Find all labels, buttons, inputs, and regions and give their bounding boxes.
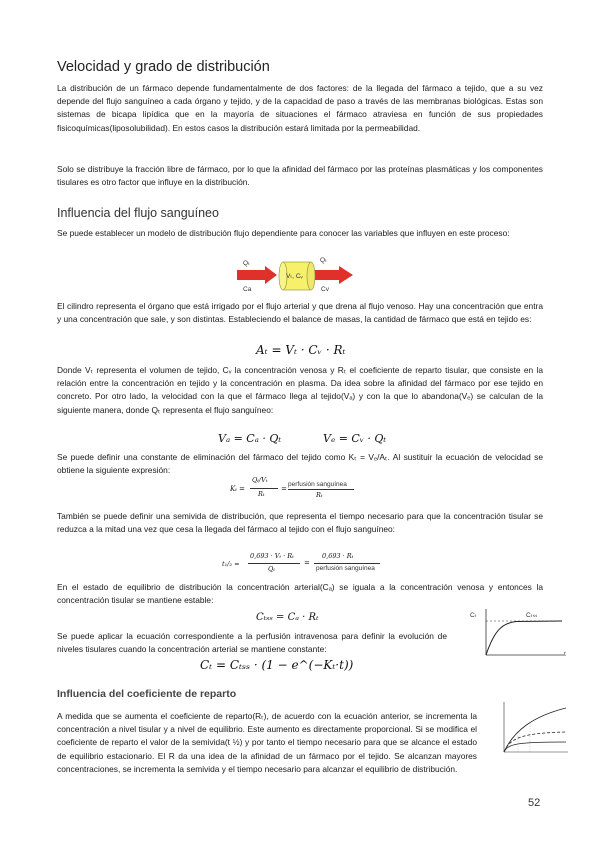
page-title: Velocidad y grado de distribución [57,59,270,75]
eq3-frac2-den: Rₜ [316,491,323,499]
eq3-lhs: Kₜ = [230,485,246,493]
paragraph-flow-model: Se puede establecer un modelo de distribución flujo dependiente para conocer las variables que influyen en este proceso: [57,228,510,238]
paragraph-equilibrium: En el estado de equilibrio de distribución la concentración arterial(Cₐ) se iguala a la concentración venosa y entonces la concentración tisular se mantiene estable: [57,582,543,606]
eq4-frac1-den: Qₜ [268,565,275,573]
tissue-concentration-curve [468,607,570,665]
paragraph-elimination-constant: Se puede definir una constante de eliminación del fármaco del tejido como Kₜ = Vₑ/Aₜ. Al sustituir la ecuación de velocidad se obtiene la siguiente expresión: [57,452,543,476]
graph1-ylabel: Cₜ [470,612,477,619]
equation-exit-rate: Vₑ = Cᵥ · Qₜ [323,432,387,445]
section-heading-partition: Influencia del coeficiente de reparto [57,688,237,700]
equation-tissue-concentration: Cₜ = Cₜₛₛ · (1 − e^(−Kₜ·t)) [200,658,354,672]
paragraph-distribution-factors: La distribución de un fármaco depende fundamentalmente de dos factores: de la llegada del fármaco a tejido, que a su vez depende del flujo sanguíneo a cada órgano y tejido, y de la capacidad de paso a través de las membranas biológicas. Estas son sistemas de bicapa lipídica que en la mayoría de situaciones el fármaco atraviesa en función de sus propiedades fisicoquímicas(liposolubilidad). En estos casos la distribución estará limitada por la permeabilidad. [57,83,543,133]
graph1-curve-label: Cₜₛₛ [526,612,538,619]
eq4-frac2-num: 0,693 · Rₜ [322,552,354,560]
diagram-q-out: Qₜ [320,257,327,264]
diagram-c-in: Ca [243,286,252,293]
paragraph-cylinder: El cilindro representa el órgano que está irrigado por el flujo arterial y que drena al flujo venoso. Hay una concentración que entra y una concentración que sale, y son distintas. Estableciendo el balance de masas, la cantidad de fármaco que está en tejido es: [57,301,543,325]
partition-coefficient-graph [490,700,572,764]
eq3-frac2-num: perfusión sanguínea [288,481,347,488]
equation-tissue-steady-state: Cₜₛₛ = Cₐ · Rₜ [256,612,319,623]
equation-half-life: t₁/₂ = 0,693 · Vₜ · Rₜ Qₜ = 0,693 · Rₜ perfusión sanguínea [222,552,392,580]
graph1-xlabel: t [564,651,566,658]
diagram-q-in: Qₜ [243,260,250,267]
paragraph-variables: Donde Vₜ representa el volumen de tejido, Cᵥ la concentración venosa y Rₜ el coeficiente de reparto tisular, que consiste en la relación entre la concentración en tejido y la concentración en plasma. Da idea sobre la afinidad del fármaco por ese tejido en concreto. Por otro lado, la velocidad con la que el fármaco llega al tejido(Vₐ) y con la que lo abandona(Vₑ) se calculan de la siguiente manera, donde Qₜ representa el flujo sanguíneo: [57,365,543,415]
eq4-lhs: t₁/₂ = [222,560,240,568]
equation-arrival-rate: Vₐ = Cₐ · Qₜ [218,432,282,445]
eq3-frac1-num: Qₜ/Vₜ [252,476,268,484]
tissue-concentration-graph [468,607,570,665]
diagram-center-label: Vₜ, Cᵥ [286,273,303,280]
cylinder-diagram [235,256,375,298]
flow-model-diagram [235,256,375,298]
paragraph-free-fraction: Solo se distribuye la fracción libre de fármaco, por lo que la afinidad del fármaco por las proteínas plasmáticas y los componentes tisulares es otro factor que influye en la distribución. [57,164,543,188]
eq4-frac1-num: 0,693 · Vₜ · Rₜ [250,552,294,560]
section-heading-blood-flow: Influencia del flujo sanguíneo [57,206,219,220]
page-number: 52 [528,797,541,809]
diagram-c-out: Cv [321,286,329,293]
paragraph-partition-coefficient: A medida que se aumenta el coeficiente de reparto(Rₜ), de acuerdo con la ecuación anterior, se incrementa la concentración a nivel tisular y a nivel de equilibrio. Este aumento es directamente proporcional. Si se modifica el coeficiente de reparto el valor de la semivida(t ½) y por tanto el tiempo necesario para que se alcance el estado de equilibrio estacionario. El R da una idea de la afinidad de un fármaco por el tejido. Se alcanzan mayores concentraciones, se incrementa la semivida y el tiempo necesario para alcanzar el equilibrio de distribución. [57,711,477,774]
eq4-frac2-den: perfusión sanguínea [316,565,375,572]
eq3-frac1-den: Rₜ [258,490,265,498]
paragraph-iv-perfusion: Se puede aplicar la ecuación correspondiente a la perfusión intravenosa para definir la evolución de niveles tisulares cuando la concentración arterial se mantiene constante: [57,631,447,655]
equation-elimination-constant: Kₜ = Qₜ/Vₜ Rₜ = perfusión sanguínea Rₜ [230,476,370,506]
equation-tissue-amount: Aₜ = Vₜ · Cᵥ · Rₜ [256,343,346,357]
paragraph-half-life: También se puede definir una semivida de distribución, que representa el tiempo necesario para que la concentración tisular se reduzca a la mitad una vez que cesa la llegada del fármaco al tejido con el flujo sanguíneo: [57,511,543,535]
partition-coefficient-curves [490,700,572,764]
